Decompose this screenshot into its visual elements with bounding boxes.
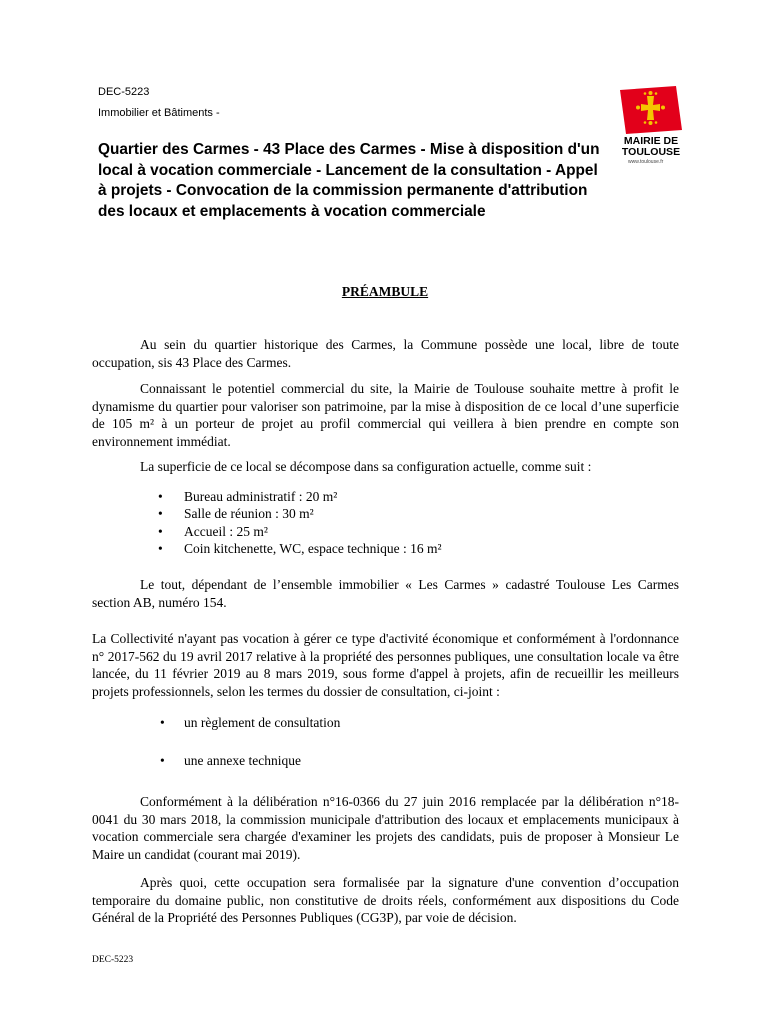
footer-reference: DEC-5223 xyxy=(92,955,134,965)
mairie-logo xyxy=(612,84,686,168)
paragraph-convention: Après quoi, cette occupation sera formalisée par la signature d'une convention d’occupation temporaire du domaine public, non constitutive de droits réels, conformément aux dispositions du Code Général de la Propriété des Personnes Publiques (CG3P), par voie de décision. xyxy=(92,875,679,925)
list-item: • un règlement de consultation xyxy=(92,715,340,731)
list-item: • Bureau administratif : 20 m² xyxy=(92,488,442,505)
document-title: Quartier des Carmes - 43 Place des Carmes - Mise à disposition d'un local à vocation commerciale - Lancement de la consultation - Appel à projets - Convocation de la commission permanente d'attribution des locaux et emplacements à vocation commerciale xyxy=(98,141,600,220)
paragraph-deliberation: Conformément à la délibération n°16-0366 du 27 juin 2016 remplacée par la délibération n°18-0041 du 30 mars 2018, la commission municipale d'attribution des locaux et emplacements municipaux à vocation commerciale sera chargée d'examiner les projets des candidats, puis de proposer à Monsieur Le Maire un candidat (courant mai 2019). xyxy=(92,794,679,862)
document-list-1 xyxy=(92,715,340,731)
paragraph-consultation: La Collectivité n'ayant pas vocation à gérer ce type d'activité économique et conformément à l'ordonnance n° 2017-562 du 19 avril 2017 relative à la propriété des personnes publiques, une consultation locale va être lancée, du 11 février 2019 au 8 mars 2019, sous forme d'appel à projets, afin de recueillir les meilleurs projets professionnels, selon les termes du dossier de consultation, ci-joint : xyxy=(92,631,679,699)
list-item: • Coin kitchenette, WC, espace technique : 16 m² xyxy=(92,540,442,557)
reference-code: DEC-5223 xyxy=(98,86,150,98)
list-item: • Salle de réunion : 30 m² xyxy=(92,505,442,522)
logo-line-2: TOULOUSE xyxy=(621,146,681,158)
paragraph-surface: La superficie de ce local se décompose dans sa configuration actuelle, comme suit : xyxy=(140,459,592,474)
paragraph-potential: Connaissant le potentiel commercial du site, la Mairie de Toulouse souhaite mettre à profit le dynamisme du quartier pour valoriser son patrimoine, par la mise à disposition de ce local d’une superficie de 105 m² à un porteur de projet au profil commercial qui veillera à bien prendre en compte son environnement immédiat. xyxy=(92,381,679,449)
department-label: Immobilier et Bâtiments - xyxy=(98,107,220,119)
room-list xyxy=(92,488,442,557)
paragraph-cadastre: Le tout, dépendant de l’ensemble immobilier « Les Carmes » cadastré Toulouse Les Carmes section AB, numéro 154. xyxy=(92,577,679,610)
list-item: • une annexe technique xyxy=(92,753,301,769)
logo-url: www.toulouse.fr xyxy=(628,159,664,165)
section-heading: PRÉAMBULE xyxy=(341,284,429,299)
document-list-2 xyxy=(92,753,301,769)
paragraph-intro: Au sein du quartier historique des Carmes, la Commune possède une local, libre de toute occupation, sis 43 Place des Carmes. xyxy=(92,337,679,370)
logo-line-1: MAIRIE DE xyxy=(623,135,679,147)
occitan-cross-icon xyxy=(612,84,686,136)
list-item: • Accueil : 25 m² xyxy=(92,523,442,540)
